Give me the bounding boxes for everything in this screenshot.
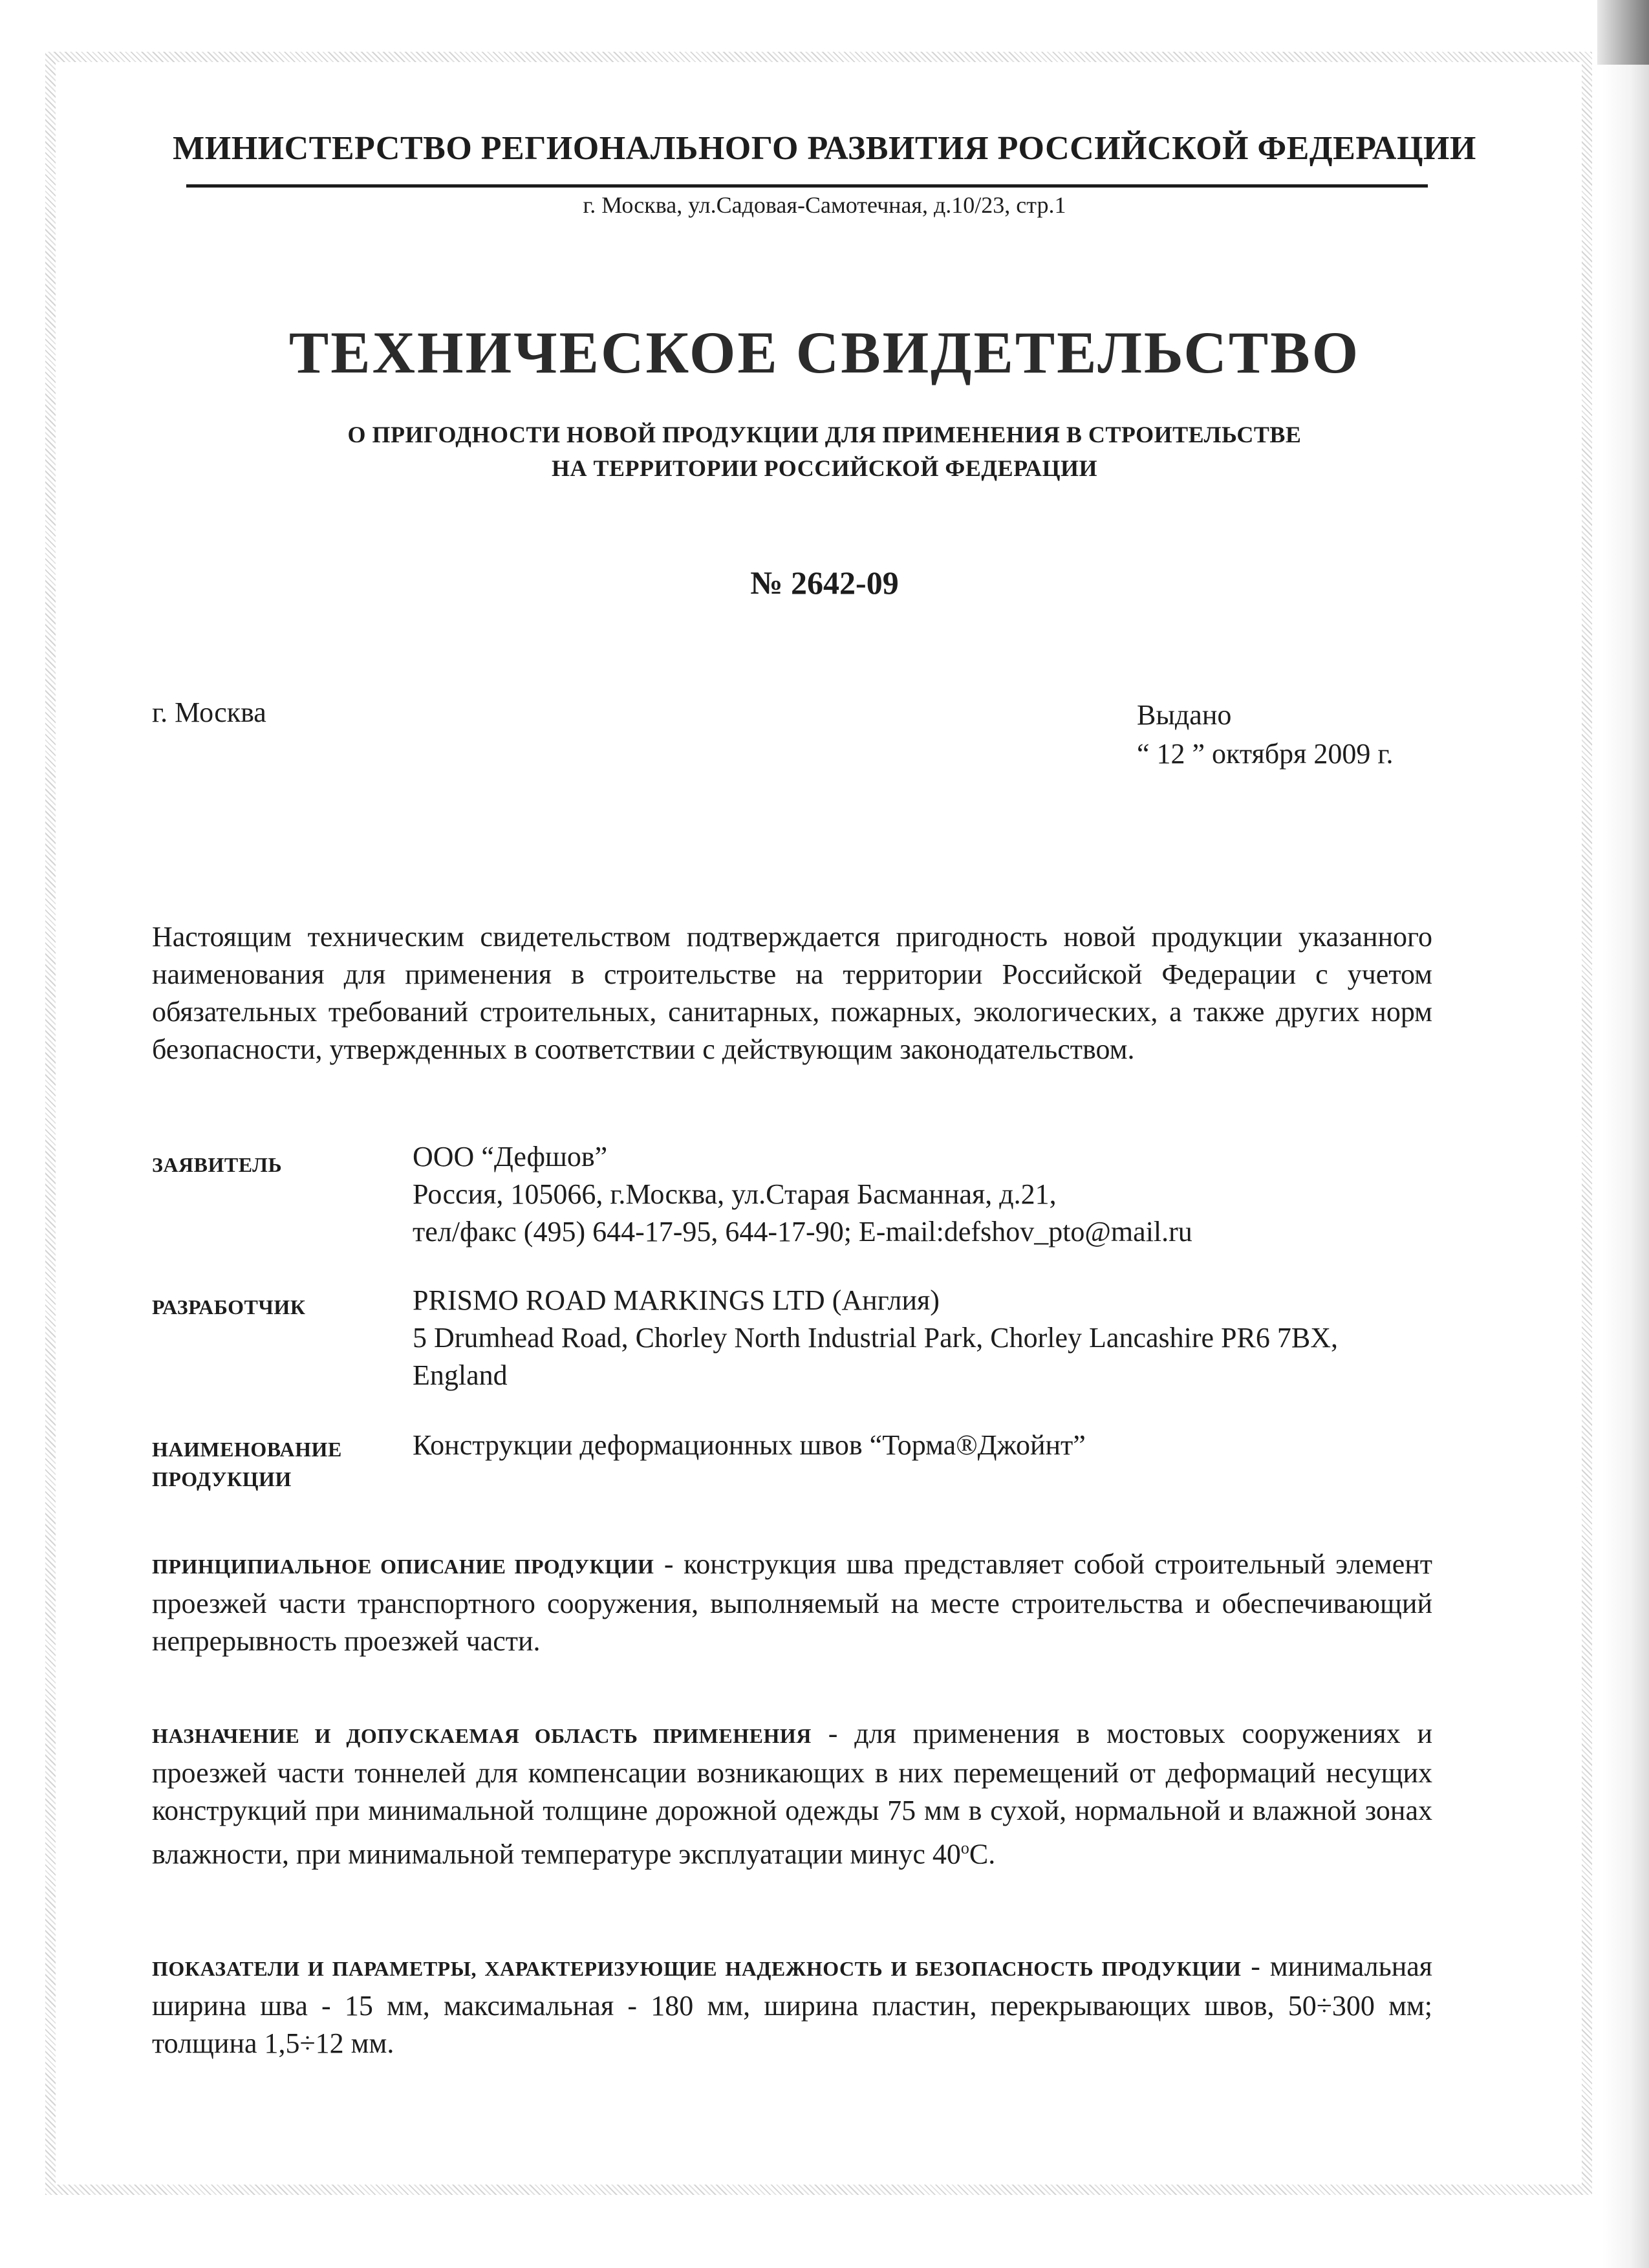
- product-name: Конструкции деформационных швов “Торма®Джойнт”: [413, 1429, 1086, 1461]
- intro-paragraph: Настоящим техническим свидетельством подтверждается пригодность новой продукции указанного наименования для применения в строительстве на территории Российской Федерации с учетом обязательных требований строительных, санитарных, пожарных, экологических, а также других норм безопасности, утвержденных в соответствии с действующим законодательством.: [152, 921, 1432, 1065]
- issue-block: [1137, 696, 1393, 773]
- developer-address-line-2: England: [413, 1359, 508, 1391]
- header-rule: [186, 184, 1428, 188]
- document-title: ТЕХНИЧЕСКОЕ СВИДЕТЕЛЬСТВО: [288, 319, 1361, 385]
- ministry-address: г. Москва, ул.Садовая-Самотечная, д.10/23, стр.1: [583, 192, 1066, 218]
- issued-label: Выдано: [1137, 699, 1232, 731]
- product-label: [152, 1434, 342, 1494]
- scan-edge-shadow: [1597, 0, 1649, 65]
- applicant-label: ЗАЯВИТЕЛЬ: [152, 1153, 283, 1176]
- issue-date: “ 12 ” октября 2009 г.: [1137, 738, 1394, 770]
- purpose-heading: НАЗНАЧЕНИЕ И ДОПУСКАЕМАЯ ОБЛАСТЬ ПРИМЕНЕНИЯ: [152, 1724, 812, 1747]
- subtitle-line-2: НА ТЕРРИТОРИИ РОССИЙСКОЙ ФЕДЕРАЦИИ: [551, 455, 1098, 481]
- document-subtitle: [0, 418, 1649, 485]
- subtitle-line-1: О ПРИГОДНОСТИ НОВОЙ ПРОДУКЦИИ ДЛЯ ПРИМЕНЕНИЯ В СТРОИТЕЛЬСТВЕ: [347, 422, 1302, 448]
- applicant-contacts: тел/факс (495) 644-17-95, 644-17-90; E-mail:defshov_pto@mail.ru: [413, 1216, 1192, 1247]
- developer-name: PRISMO ROAD MARKINGS LTD (Англия): [413, 1284, 940, 1316]
- purpose-tail: С.: [969, 1838, 996, 1870]
- degree-sign: о: [960, 1839, 969, 1857]
- description-paragraph: [152, 1546, 1432, 1660]
- description-heading: ПРИНЦИПИАЛЬНОЕ ОПИСАНИЕ ПРОДУКЦИИ: [152, 1555, 654, 1578]
- issue-city: г. Москва: [152, 697, 266, 728]
- scan-edge-shade: [1602, 65, 1649, 2268]
- parameters-text: - минимальная ширина шва - 15 мм, максимальная - 180 мм, ширина пластин, перекрывающих швов, 50÷300 мм; толщина 1,5÷12 мм.: [152, 1950, 1433, 2059]
- developer-address-line-1: 5 Drumhead Road, Chorley North Industrial Park, Chorley Lancashire PR6 7BX,: [413, 1322, 1338, 1354]
- product-label-line-1: НАИМЕНОВАНИЕ: [152, 1438, 342, 1461]
- certificate-number: № 2642-09: [750, 565, 899, 601]
- ministry-name: МИНИСТЕРСТВО РЕГИОНАЛЬНОГО РАЗВИТИЯ РОССИЙСКОЙ ФЕДЕРАЦИИ: [173, 130, 1476, 167]
- parameters-paragraph: [152, 1948, 1432, 2062]
- developer-details: [413, 1282, 1338, 1394]
- applicant-name: ООО “Дефшов”: [413, 1141, 608, 1172]
- product-label-line-2: ПРОДУКЦИИ: [152, 1467, 292, 1491]
- purpose-paragraph: [152, 1715, 1432, 1874]
- purpose-text: - для применения в мостовых сооружениях и проезжей части тоннелей для компенсации возникающих в них перемещений от деформаций несущих конструкций при минимальной толщине дорожной одежды 75 мм в сухой, нормальной и влажной зонах влажности, при минимальной температуре эксплуатации минус 40: [152, 1718, 1432, 1870]
- developer-label: РАЗРАБОТЧИК: [152, 1295, 306, 1319]
- applicant-details: [413, 1138, 1192, 1251]
- description-text: - конструкция шва представляет собой строительный элемент проезжей части транспортного сооружения, выполняемый на месте строительства и обеспечивающий непрерывность проезжей части.: [152, 1548, 1432, 1657]
- applicant-address: Россия, 105066, г.Москва, ул.Старая Басманная, д.21,: [413, 1178, 1057, 1210]
- parameters-heading: ПОКАЗАТЕЛИ И ПАРАМЕТРЫ, ХАРАКТЕРИЗУЮЩИЕ НАДЕЖНОСТЬ И БЕЗОПАСНОСТЬ ПРОДУКЦИИ: [152, 1957, 1242, 1980]
